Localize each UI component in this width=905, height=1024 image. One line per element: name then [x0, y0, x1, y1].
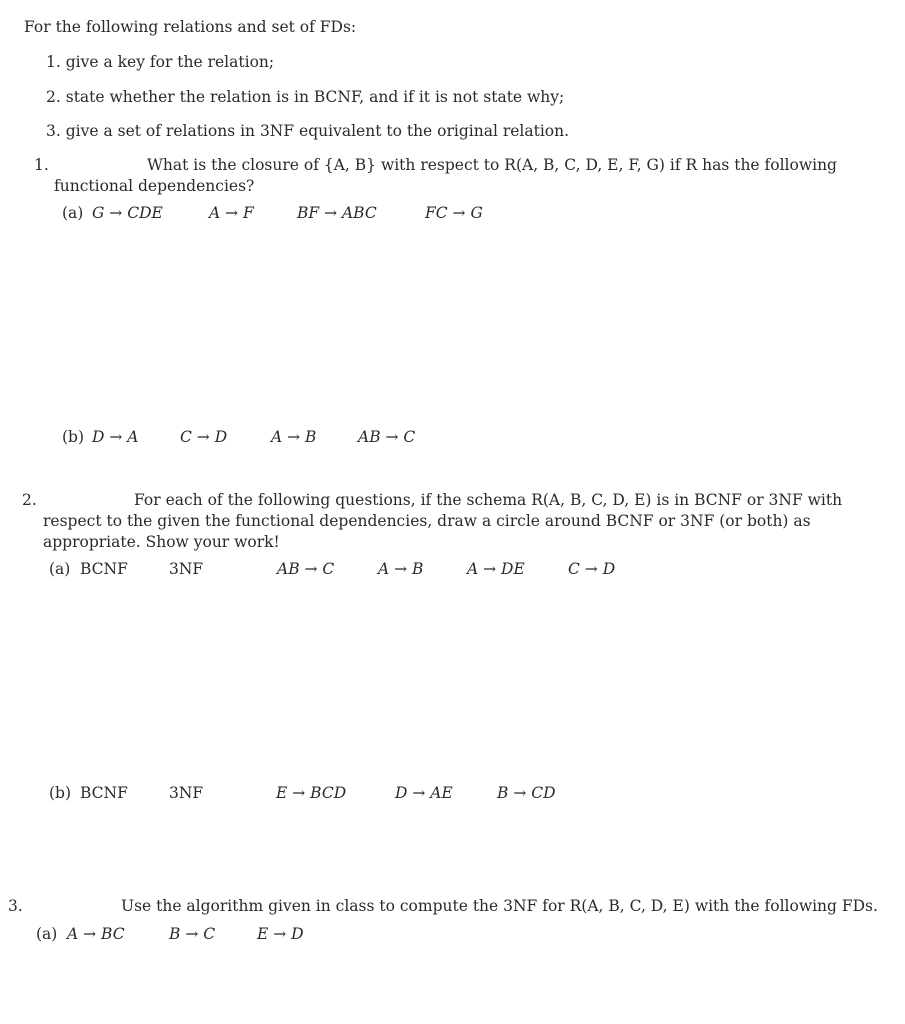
fd-item: A → BC — [67, 925, 125, 943]
bcnf-option[interactable]: BCNF — [80, 560, 128, 578]
intro-item-number: 3. — [46, 122, 61, 140]
q1-part-a — [62, 204, 83, 222]
intro-item-text: give a key for the relation; — [65, 53, 275, 71]
q1-text: What is the closure of {A, B} with respect to R(A, B, C, D, E, F, G) if R has the following functional dependencies? — [54, 156, 837, 195]
q2-part-b-label: (b) — [49, 784, 72, 802]
fd-item: E → D — [257, 925, 304, 943]
fd-item: BF → ABC — [297, 204, 377, 222]
q2-text: For each of the following questions, if the schema R(A, B, C, D, E) is in BCNF or 3NF with respect to the given the functional dependencies, draw a circle around BCNF or 3NF (or both) as appropriate. Show your work! — [43, 491, 843, 551]
q2-number: 2. — [22, 491, 37, 509]
fd-item: AB → C — [358, 428, 416, 446]
fd-item: C → D — [180, 428, 228, 446]
q1-part-b — [62, 428, 84, 446]
3nf-option[interactable]: 3NF — [169, 784, 204, 802]
q3-text: Use the algorithm given in class to compute the 3NF for R(A, B, C, D, E) with the following FDs. — [121, 897, 878, 915]
3nf-option[interactable]: 3NF — [169, 560, 204, 578]
q3-number: 3. — [8, 897, 23, 915]
fd-item: B → C — [169, 925, 216, 943]
fd-item: G → CDE — [92, 204, 163, 222]
intro-item-number: 2. — [46, 88, 61, 106]
intro-item-text: give a set of relations in 3NF equivalent to the original relation. — [65, 122, 570, 140]
q2-part-a-label: (a) — [49, 560, 71, 578]
fd-item: D → AE — [395, 784, 453, 802]
intro-item-2 — [46, 88, 564, 106]
intro-item-text: state whether the relation is in BCNF, and if it is not state why; — [65, 88, 565, 106]
fd-item: A → B — [378, 560, 424, 578]
fd-item: A → DE — [467, 560, 525, 578]
fd-item: FC → G — [425, 204, 483, 222]
fd-item: B → CD — [497, 784, 556, 802]
fd-item: AB → C — [277, 560, 335, 578]
fd-item: A → B — [271, 428, 317, 446]
fd-item: E → BCD — [276, 784, 347, 802]
fd-item: D → A — [92, 428, 139, 446]
fd-item: C → D — [568, 560, 616, 578]
intro-item-number: 1. — [46, 53, 61, 71]
part-label: (a) — [62, 204, 84, 222]
intro-item-3 — [46, 122, 569, 140]
intro-item-1 — [46, 53, 274, 71]
bcnf-option[interactable]: BCNF — [80, 784, 128, 802]
intro-heading: For the following relations and set of FDs: — [24, 18, 357, 36]
part-label: (b) — [62, 428, 85, 446]
fd-item: A → F — [209, 204, 254, 222]
q3-part-a-label: (a) — [36, 925, 58, 943]
q1-number: 1. — [34, 156, 49, 174]
